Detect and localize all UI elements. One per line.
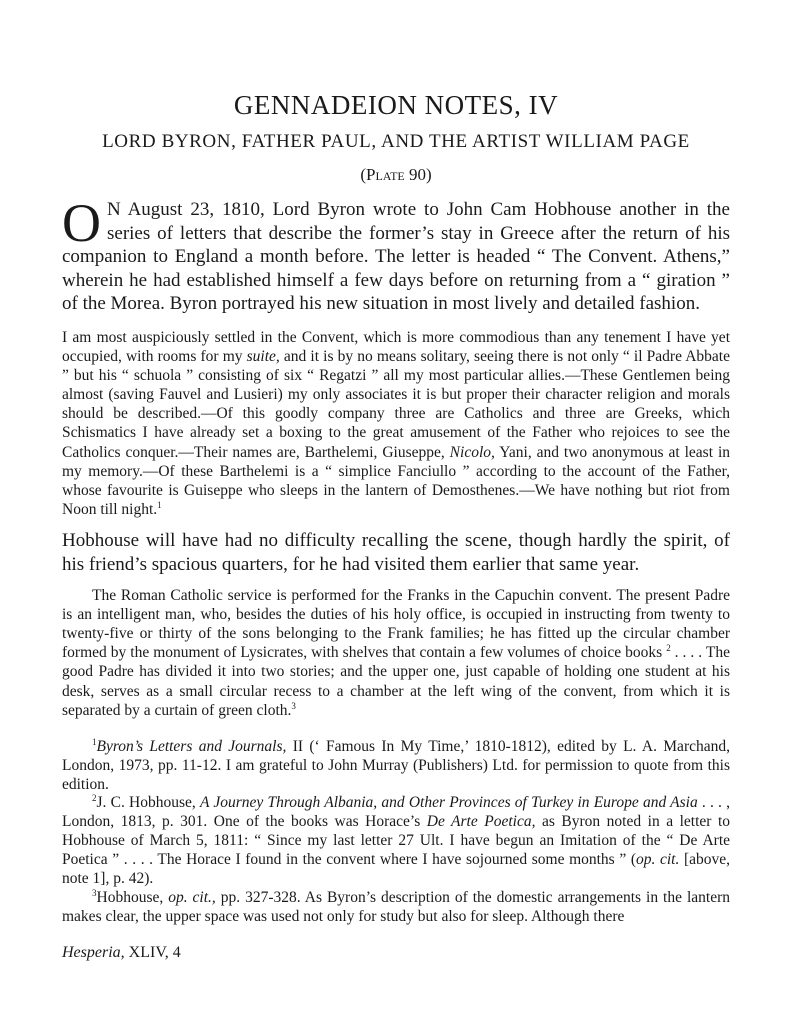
plate-open: ( <box>360 165 366 184</box>
intro-text: N August 23, 1810, Lord Byron wrote to John Cam Hobhouse another in the series of letters that describe the former’s stay in Greece after the return of his companion to England a month before. The letter is headed “ The Convent. Athens,” wherein he had established himself a few days before on returning from a “ giration ” of the Morea. Byron portrayed his new situation in most lively and detailed fashion. <box>62 199 730 315</box>
footnote-3 <box>62 889 730 927</box>
footnote-ref[interactable]: 1 <box>157 499 162 510</box>
drop-cap: O <box>62 193 101 253</box>
body-paragraph: Hobhouse will have had no difficulty recalling the scene, though hardly the spirit, of his friend’s spacious quarters, for he had visited them earlier that same year. <box>62 529 730 575</box>
footnote-number: 1 <box>92 736 97 747</box>
article-subtitle: LORD BYRON, FATHER PAUL, AND THE ARTIST WILLIAM PAGE <box>102 131 690 152</box>
footnote-title: A Journey Through Albania, and Other Provinces of Turkey in Europe and Asia <box>199 794 698 812</box>
footnote-2 <box>62 794 730 889</box>
plate-close: ) <box>426 165 432 184</box>
page-footer <box>62 944 181 962</box>
intro-paragraph <box>62 193 730 316</box>
footnote-number: 2 <box>92 793 97 804</box>
footnote-text: as Byron noted in a letter to Hobhouse of March 5, 1811: “ Since my last letter 27 Ult. I have begun an Imitation of the “ De Arte Poetica ” . . . . The Horace I found in the convent where I have sojourned some months ” ( <box>62 813 731 869</box>
journal-name: Hesperia, <box>62 944 125 961</box>
footnote-text: . . . , London, 1813, p. 301. One of the books was Horace’s <box>62 794 731 831</box>
footnotes <box>62 738 730 927</box>
footnote-ref[interactable]: 2 <box>666 643 671 654</box>
footnote-italic: De Arte Poetica, <box>426 813 536 831</box>
quote-text: and it is by no means solitary, seeing there is not only “ il Padre Abbate ” but his “ schuola ” consisting of six “ Regatzi ” all my most particular allies.—These Gentlemen being almost (saving Fauvel and Lusieri) my only associates it is but proper their character religion and morals should be described.—Of this goodly company three are Catholics and three are Greeks, which Schismatics I have already set a boxing to the great amusement of the Father who rejoices to see the Catholics conquer.—Their names are, Barthelemi, Giuseppe, <box>62 348 730 461</box>
article <box>62 88 730 927</box>
journal-volume: XLIV, 4 <box>124 944 181 961</box>
footnote-ref[interactable]: 3 <box>291 700 296 711</box>
byron-letter-quote <box>62 328 730 519</box>
article-title: GENNADEION NOTES, IV <box>233 90 559 120</box>
quote-italic: Nicolo, <box>449 443 495 461</box>
quote-text: . . . . The good Padre has divided it into two stories; and the upper one, just capable of holding one student at his desk, serves as a small circular recess to a chamber at the left wing of the convent, from which it is separated by a curtain of green cloth. <box>62 644 730 719</box>
quote-text: I am most auspiciously settled in the Convent, which is more commodious than any tenement I have yet occupied, with rooms for my <box>62 328 730 366</box>
footnote-text: Hobhouse, <box>96 889 169 906</box>
quote-text: The Roman Catholic service is performed for the Franks in the Capuchin convent. The present Padre is an intelligent man, who, besides the duties of his holy office, is occupied in instructing from twenty to twenty-five or thirty of the sons belonging to the Frank families; he has fitted up the circular chamber formed by the monument of Lysicrates, with shelves that contain a few volumes of choice books <box>62 587 730 662</box>
footnote-text: pp. 327-328. As Byron’s description of the domestic arrangements in the lantern makes clear, the upper space was used not only for study but also for sleep. Although there <box>62 889 730 925</box>
footnote-text: [above, note 1], p. 42). <box>62 851 731 888</box>
footnote-text: J. C. Hobhouse, <box>96 794 200 812</box>
footnote-title: Byron’s Letters and Journals, <box>96 737 287 755</box>
footnote-1 <box>62 738 730 795</box>
footnote-italic: op. cit., <box>168 889 216 906</box>
plate-number: 90 <box>404 165 427 184</box>
plate-label: Plate <box>365 165 405 184</box>
quote-text: Yani, and two anonymous at least in my memory.—Of these Barthelemi is a “ simplice Fanciullo ” according to the account of the Father, whose favourite is Guiseppe who sleeps in the lantern of Demosthenes.—We have nothing but riot from Noon till night. <box>62 443 730 518</box>
hobhouse-quote <box>62 586 730 720</box>
footnote-number: 3 <box>92 887 97 898</box>
footnote-italic: op. cit. <box>635 851 680 869</box>
footnote-text: II (‘ Famous In My Time,’ 1810-1812), edited by L. A. Marchand, London, 1973, pp. 11-12. I am grateful to John Murray (Publishers) Ltd. for permission to quote from this edition. <box>62 737 730 793</box>
plate-reference <box>62 164 730 186</box>
quote-italic: suite, <box>246 348 280 366</box>
